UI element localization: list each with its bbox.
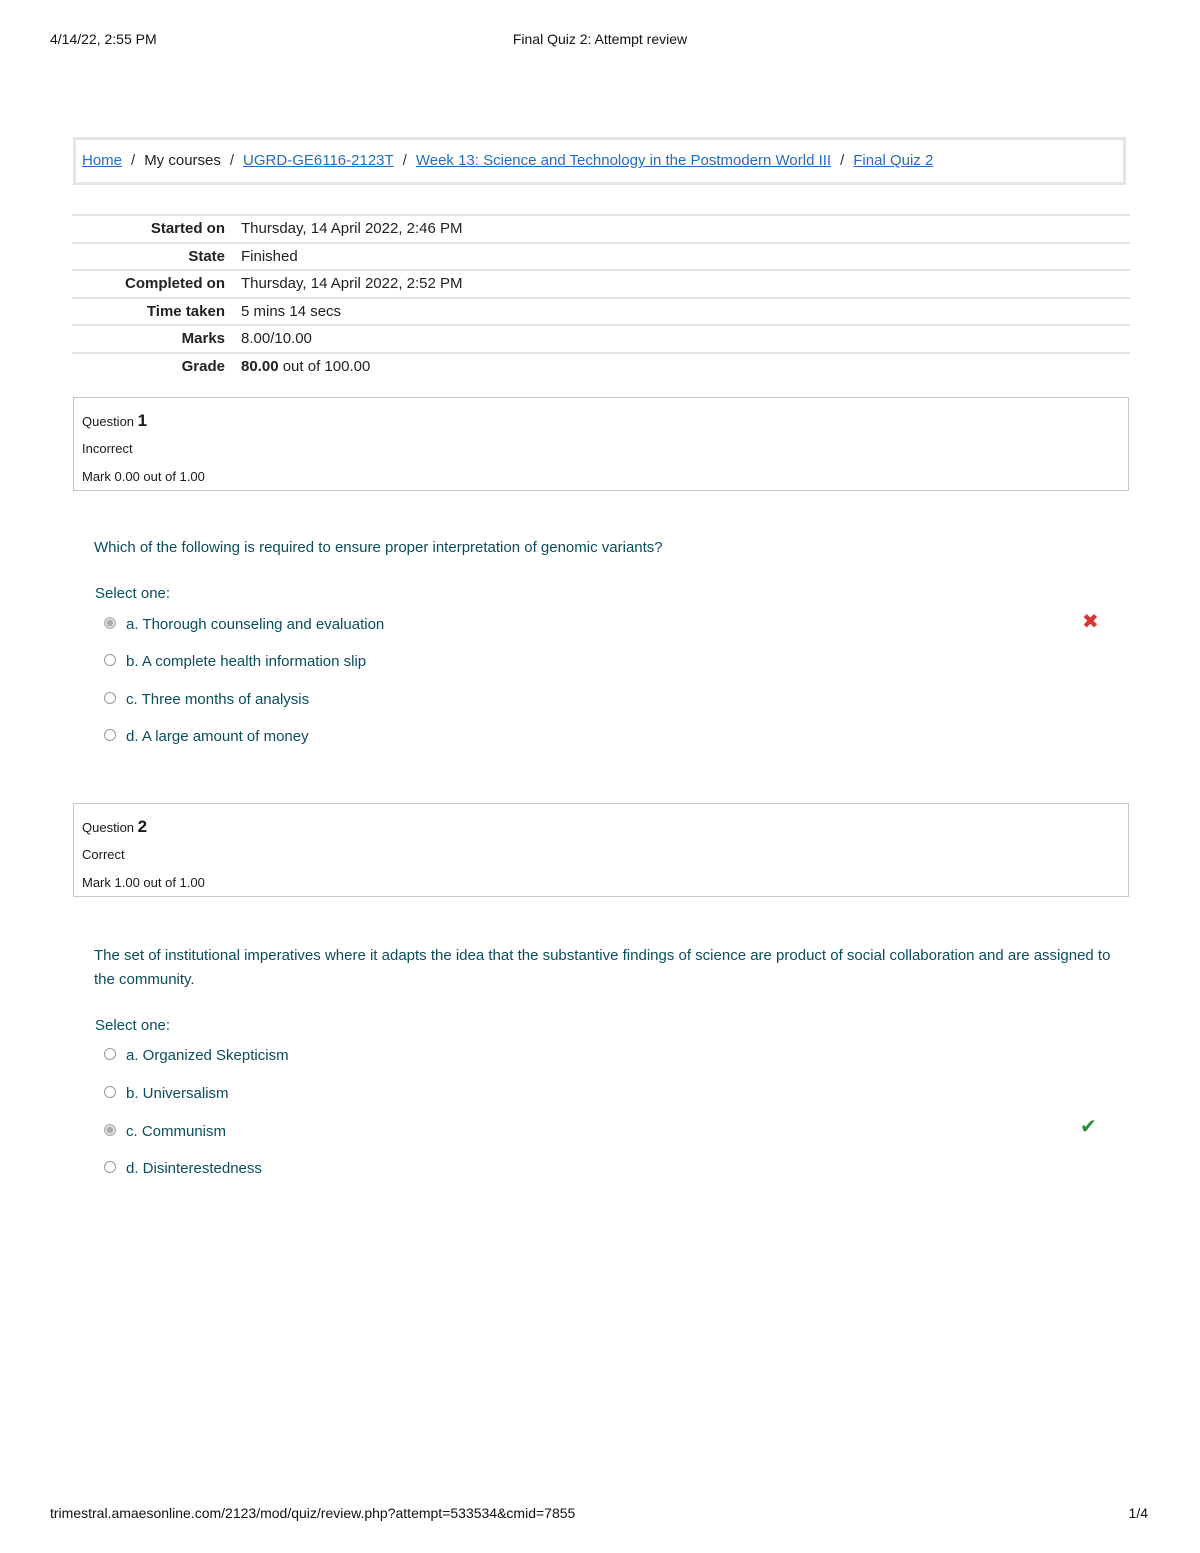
question-info-box — [73, 803, 1129, 897]
summary-row — [72, 215, 1130, 243]
summary-label: State — [188, 247, 225, 265]
summary-label: Completed on — [125, 275, 225, 293]
breadcrumb-quiz-link[interactable]: Final Quiz 2 — [853, 152, 934, 169]
radio-button[interactable] — [104, 1161, 116, 1173]
breadcrumb-course-link[interactable]: UGRD-GE6116-2123T — [243, 152, 394, 169]
answer-option[interactable] — [104, 725, 309, 749]
answer-label: a. Organized Skepticism — [126, 1047, 289, 1064]
breadcrumb-separator: / — [840, 152, 845, 169]
answer-label: a. Thorough counseling and evaluation — [126, 616, 385, 633]
answer-label: c. Three months of analysis — [126, 691, 310, 708]
radio-button[interactable] — [104, 654, 116, 666]
summary-row — [72, 353, 1130, 381]
summary-value: 8.00/10.00 — [241, 330, 312, 348]
answer-option[interactable] — [104, 1082, 229, 1106]
breadcrumb-separator: / — [229, 152, 235, 169]
print-page-title: Final Quiz 2: Attempt review — [512, 31, 688, 47]
summary-row — [72, 298, 1130, 326]
answer-label: c. Communism — [126, 1123, 227, 1140]
question-mark: Mark 0.00 out of 1.00 — [82, 469, 205, 484]
select-one-label: Select one: — [95, 1017, 171, 1034]
summary-value — [241, 353, 1130, 381]
answer-option[interactable] — [104, 1120, 226, 1144]
answer-label: b. Universalism — [126, 1085, 229, 1102]
answer-option[interactable] — [104, 1044, 289, 1068]
print-footer — [50, 1505, 1148, 1525]
check-icon: ✔ — [1080, 1116, 1097, 1138]
question-number-value: 1 — [137, 411, 148, 430]
question-number — [82, 407, 1120, 435]
breadcrumb-separator: / — [131, 152, 136, 169]
answer-label: d. Disinterestedness — [126, 1160, 262, 1177]
question-status: Correct — [82, 847, 125, 862]
grade-score: 80.00 — [241, 358, 279, 376]
question-label: Question — [82, 820, 135, 835]
grade-out-of: out of 100.00 — [282, 358, 371, 376]
radio-button[interactable] — [104, 729, 116, 741]
summary-value: Thursday, 14 April 2022, 2:52 PM — [241, 275, 463, 293]
summary-value: Thursday, 14 April 2022, 2:46 PM — [241, 220, 463, 238]
question-text: Which of the following is required to ensure proper interpretation of genomic variants? — [94, 539, 663, 556]
breadcrumb-week-link[interactable]: Week 13: Science and Technology in the Postmodern World III — [415, 152, 832, 169]
question-info-box — [73, 397, 1129, 491]
select-one-label: Select one: — [95, 585, 171, 602]
cross-icon: ✖ — [1082, 611, 1099, 633]
answer-option[interactable] — [104, 688, 309, 712]
answer-label: d. A large amount of money — [126, 728, 309, 745]
answer-option[interactable] — [104, 613, 384, 637]
radio-button[interactable] — [104, 692, 116, 704]
breadcrumb — [73, 137, 1126, 185]
breadcrumb-home-link[interactable]: Home — [82, 152, 123, 169]
radio-button[interactable] — [104, 1124, 116, 1136]
summary-value: Finished — [241, 247, 298, 265]
summary-label: Started on — [150, 220, 225, 238]
summary-row — [72, 243, 1130, 271]
question-status: Incorrect — [82, 441, 133, 456]
print-header — [50, 31, 1150, 51]
print-date: 4/14/22, 2:55 PM — [50, 31, 157, 47]
summary-row — [72, 270, 1130, 298]
attempt-summary-table — [72, 214, 1130, 380]
question-text: The set of institutional imperatives where it adapts the idea that the substantive findings of science are product of social collaboration and are assigned to the community. — [94, 947, 1111, 988]
radio-button[interactable] — [104, 1048, 116, 1060]
radio-button[interactable] — [104, 1086, 116, 1098]
answer-option[interactable] — [104, 650, 366, 674]
print-page-number: 1/4 — [1128, 1505, 1148, 1521]
radio-button[interactable] — [104, 617, 116, 629]
breadcrumb-my-courses: My courses — [144, 152, 221, 169]
answer-label: b. A complete health information slip — [126, 653, 367, 670]
summary-label: Marks — [181, 330, 225, 348]
summary-label: Grade — [181, 358, 225, 376]
question-label: Question — [82, 414, 135, 429]
question-number-value: 2 — [137, 817, 148, 836]
summary-value: 5 mins 14 secs — [241, 302, 342, 320]
answer-option[interactable] — [104, 1157, 262, 1181]
summary-row — [72, 325, 1130, 353]
print-url: trimestral.amaesonline.com/2123/mod/quiz/review.php?attempt=533534&cmid=7855 — [50, 1505, 576, 1521]
breadcrumb-separator: / — [402, 152, 407, 169]
question-mark: Mark 1.00 out of 1.00 — [82, 875, 205, 890]
question-number — [82, 813, 1120, 841]
summary-label: Time taken — [146, 302, 225, 320]
